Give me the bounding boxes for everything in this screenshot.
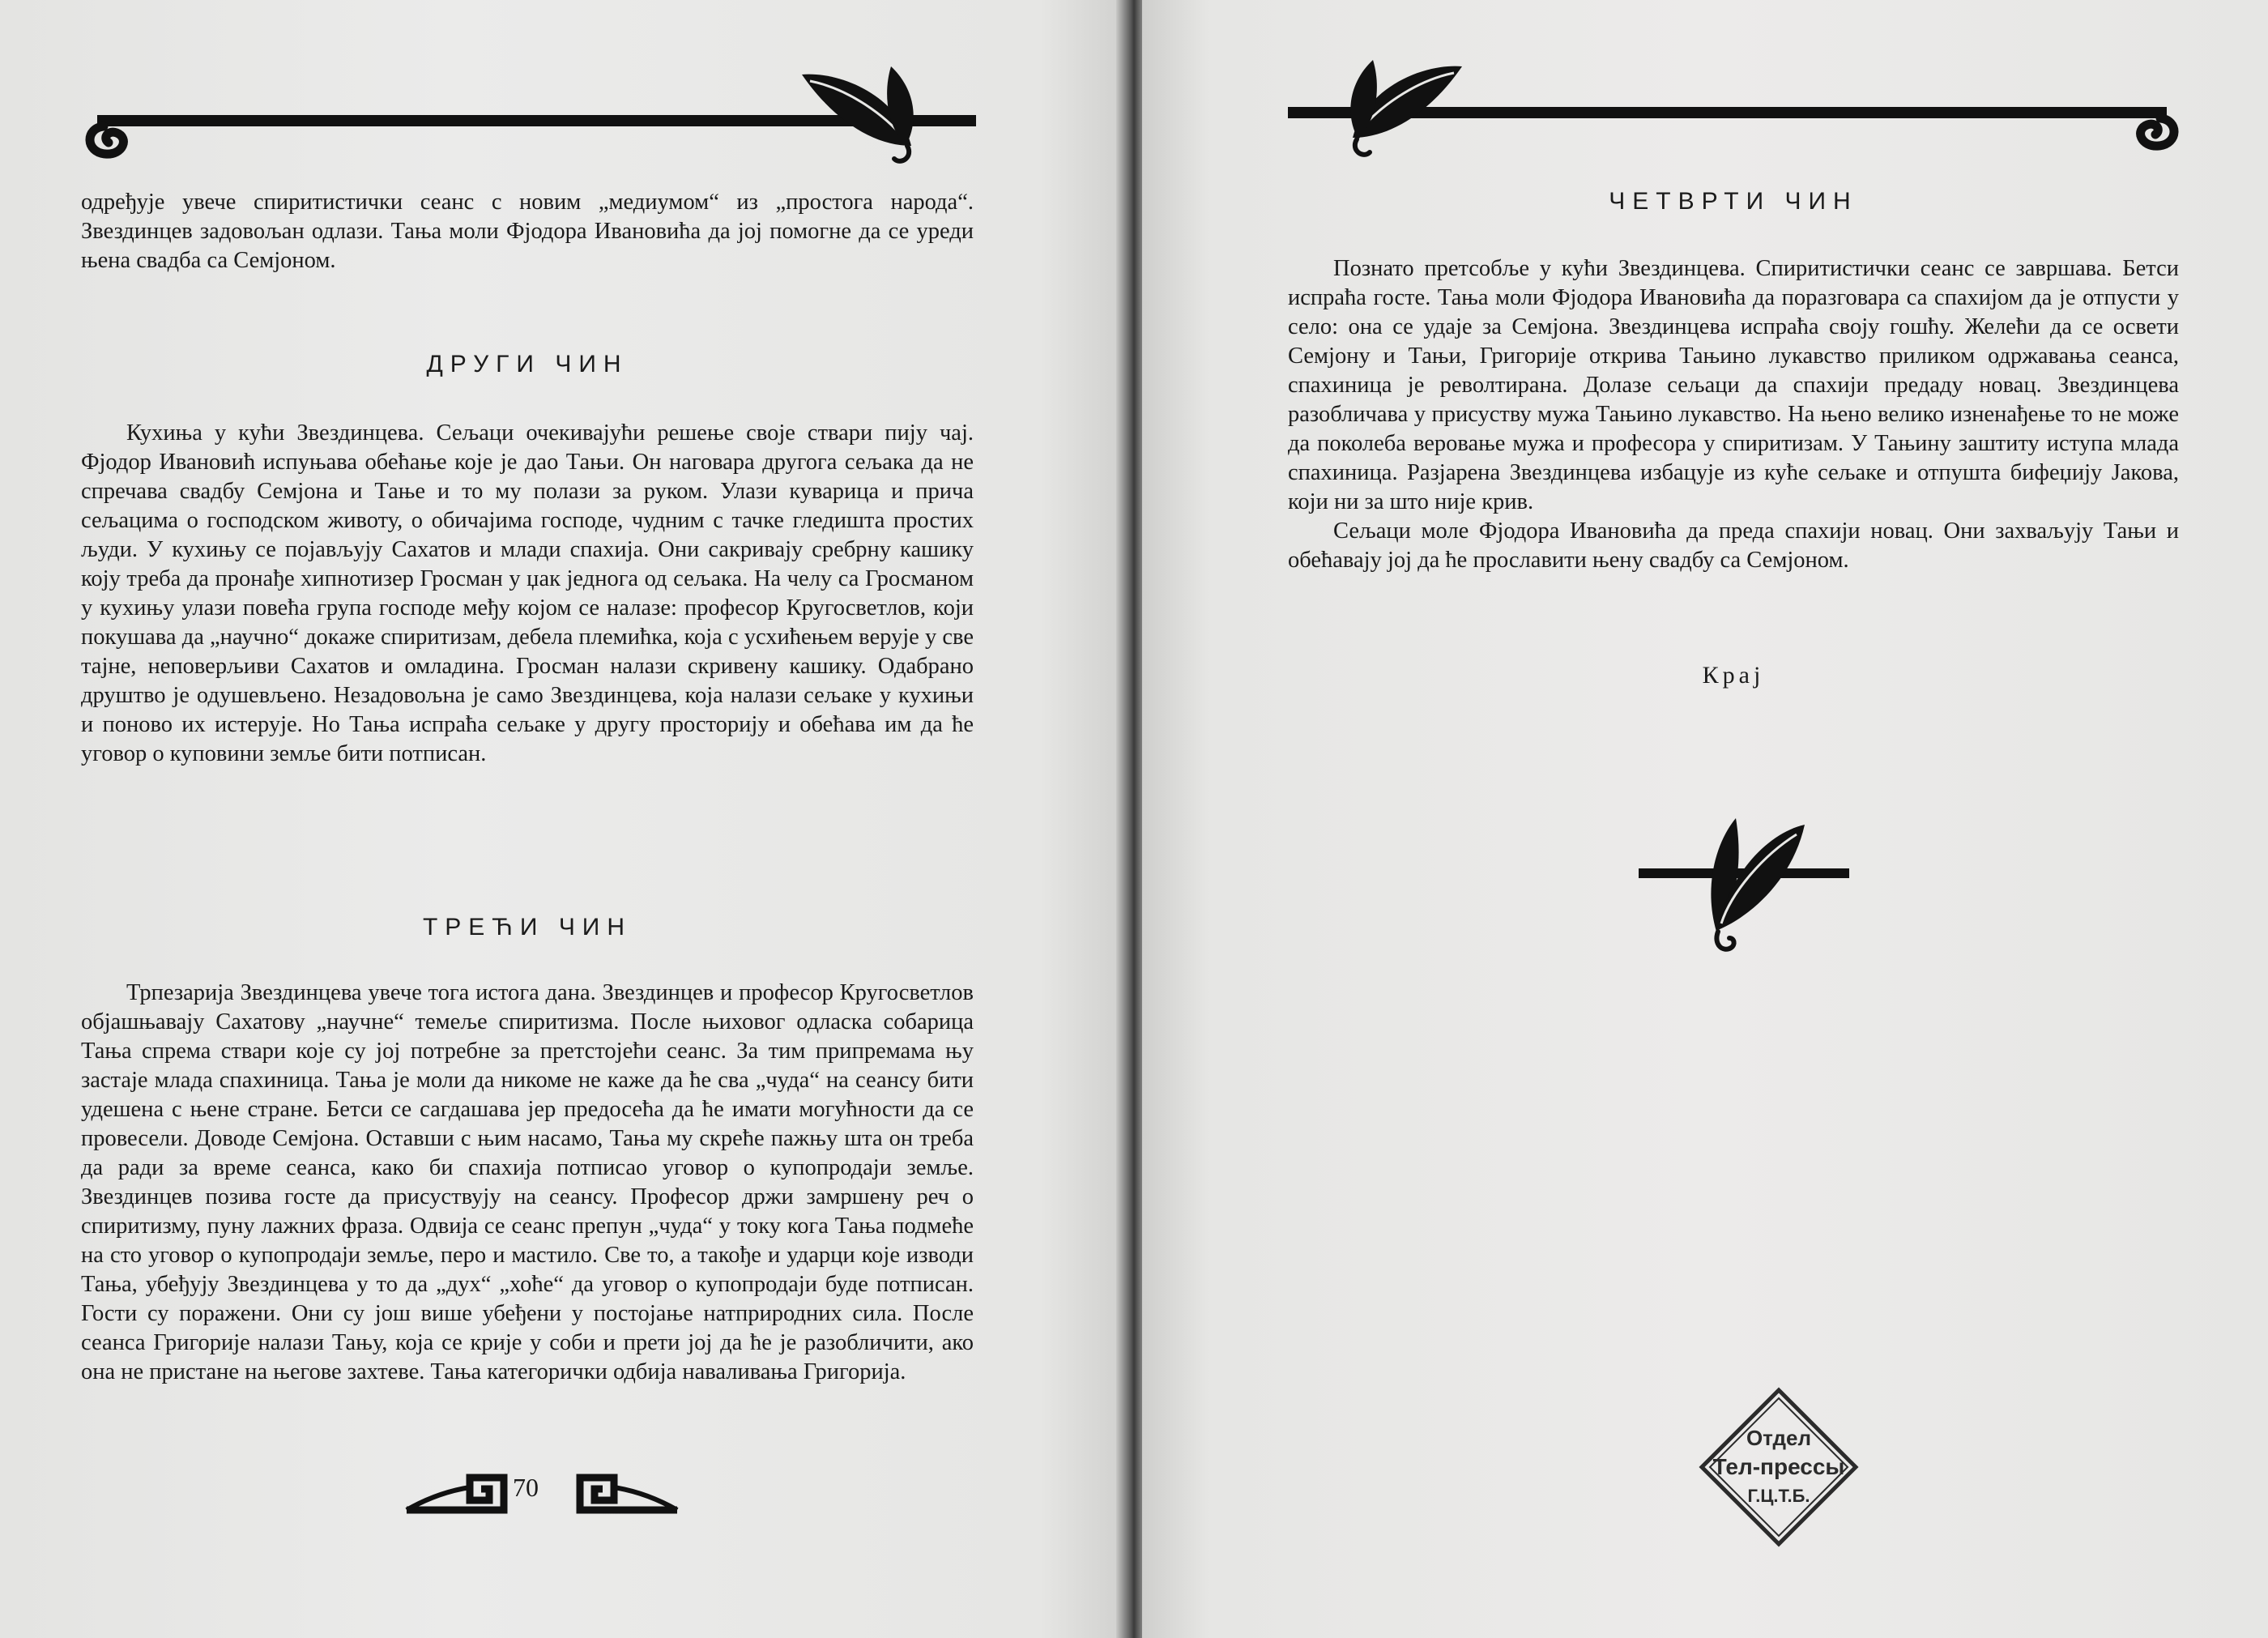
act4-paragraph-2: Сељаци моле Фјодора Ивановића да преда спахији новац. Они захваљују Тањи и обећавају јој да ће прославити њену свадбу са Семјоном. bbox=[1288, 518, 2179, 573]
leaf-tailpiece-ornament-icon bbox=[1639, 810, 1849, 960]
end-word: Крај bbox=[1702, 662, 1765, 689]
act4-heading: ЧЕТВРТИ ЧИН bbox=[1609, 188, 1858, 215]
scroll-leaf-ornament-icon bbox=[1288, 55, 2187, 168]
left-page bbox=[0, 0, 1130, 1638]
scroll-leaf-ornament-icon bbox=[81, 57, 980, 170]
stamp-line-1: Отдел bbox=[1746, 1426, 1812, 1450]
right-page bbox=[1142, 0, 2268, 1638]
greek-key-left-icon bbox=[405, 1473, 510, 1515]
stamp-line-3: Г.Ц.Т.Б. bbox=[1747, 1486, 1810, 1506]
intro-paragraph: одређује увече спиритистички сеанс с новим „медиумом“ из „простога народа“. Звездинцев задовољан одлази. Тања моли Фјодора Ивановића да јој помогне да се уреди њена свадба са Семјоном. bbox=[81, 190, 974, 273]
page-number: 70 bbox=[513, 1473, 539, 1502]
act4-paragraphs bbox=[1288, 254, 2179, 575]
stamp-text bbox=[1699, 1387, 1859, 1547]
greek-key-right-icon bbox=[573, 1473, 679, 1515]
act4-paragraph-1: Познато претсобље у кући Звездинцева. Спиритистички сеанс се завршава. Бетси испраћа госте. Тања моли Фјодора Ивановића да поразговара са спахијом да је отпусти у село: она се удаје за Семјона. Звездинцева испраћа своју гошћу. Желећи да се освети Семјону и Тањи, Григорије открива Тањино лукавство приликом одржавања сеанса, спахиница је револтирана. Долазе сељаци да спахији предаду новац. Звездинцева разобличава у присуству мужа Тањино лукавство. На њено велико изненађење то не може да поколеба веровање мужа и професора у спиритизам. У Тањину заштиту иступа млада спахиница. Разјарена Звездинцева избацује из куће сељаке и отпушта бифеџију Јакова, који ни за што није крив. bbox=[1288, 256, 2179, 514]
stamp-line-2: Тел-прессы bbox=[1712, 1454, 1845, 1479]
act2-paragraph: Кухиња у кући Звездинцева. Сељаци очекивајући решење своје ствари пију чај. Фјодор Ивановић испуњава обећање које је дао Тањи. Он наговара другога сељака да не спречава свадбу Семјона и Тање и то му полази за руком. Улази куварица и прича сељацима о господском животу, о обичајима господе, чудним с тачке гледишта простих људи. У кухињу се појављују Сахатов и млади спахија. Они сакривају сребрну кашику коју треба да пронађе хипнотизер Гросман у џак једнога од сељака. На челу са Гросманом у кухињу улази повећа група господе међу којом се налазе: професор Кругосветлов, који покушава да „научно“ докаже спиритизам, дебела племићка, која с усхићењем верује у све тајне, неповерљиви Сахатов и омладина. Гросман налази скривену кашику. Одабрано друштво је одушевљено. Незадовољна је само Звездинцева, која налази сељаке у кухињи и поново их истерује. Но Тања испраћа сељаке у другу просторију и обећава им да ће уговор о куповини земље бити потписан. bbox=[81, 420, 974, 766]
act2-heading: ДРУГИ ЧИН bbox=[426, 351, 629, 378]
act3-paragraph: Трпезарија Звездинцева увече тога истога дана. Звездинцев и професор Кругосветлов објашњавају Сахатову „научне“ темеље спиритизма. После њиховог одласка собарица Тања спрема ствари које су јој потребне за претстојећи сеанс. За тим припремама њу застаје млада спахиница. Тања је моли да никоме не каже да ће сва „чуда“ на сеансу бити удешена с њене стране. Бетси се сагдашава јер предосећа да ће имати могућности да се провесели. Доводе Семјона. Оставши с њим насамо, Тања му скреће пажњу шта он треба да ради за време сеанса, како би спахија потписао уговор о купопродаји земље. Звездинцев позива госте да присуствују на сеансу. Професор држи замршену реч о спиритизму, пуну лажних фраза. Одвија се сеанс препун „чуда“ у току кога Тања подмеће на сто уговор о купопродаји земље, перо и мастило. Све то, а такође и ударци које изводи Тања, убеђују Звездинцева у то да „дух“ „хоће“ да уговор о купопродаји буде потписан. Гости су поражени. Они су још више убеђени у постојање натприродних сила. После сеанса Григорије налази Тању, која се крије у соби и прети јој да ће је разобличити, ако она не пристане на његове захтеве. Тања категорички одбија наваливања Григорија. bbox=[81, 980, 974, 1384]
library-stamp bbox=[1699, 1387, 1859, 1547]
act3-heading: ТРЕЋИ ЧИН bbox=[422, 914, 633, 941]
